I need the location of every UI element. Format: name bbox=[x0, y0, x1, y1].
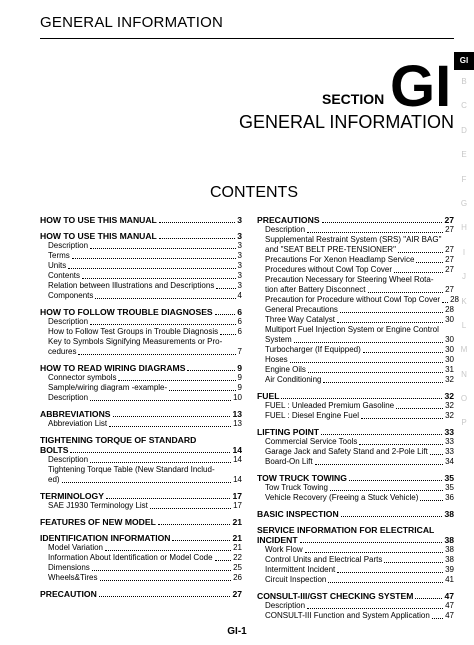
toc-item[interactable]: Procedures without Cowl Top Cover 27 bbox=[265, 265, 454, 274]
toc-item-wrap[interactable]: Key to Symbols Signifying Measurements or Pro- bbox=[48, 337, 223, 346]
section-tab[interactable]: D bbox=[461, 125, 467, 135]
toc-heading[interactable]: HOW TO FOLLOW TROUBLE DIAGNOSES 6 bbox=[40, 307, 242, 317]
toc-item[interactable]: Components 4 bbox=[48, 291, 242, 300]
toc-item[interactable]: Engine Oils 31 bbox=[265, 365, 454, 374]
toc-item[interactable]: ed) 14 bbox=[48, 475, 242, 484]
toc-item[interactable]: Commercial Service Tools 33 bbox=[265, 437, 454, 446]
section-code: GI bbox=[390, 54, 452, 119]
toc-item[interactable]: Dimensions 25 bbox=[48, 563, 242, 572]
toc-item[interactable]: Description 27 bbox=[265, 225, 454, 234]
toc-item[interactable]: Description 3 bbox=[48, 241, 242, 250]
toc-item[interactable]: Sample/wiring diagram -example- 9 bbox=[48, 383, 242, 392]
toc-item[interactable]: Description 10 bbox=[48, 393, 242, 402]
toc-item[interactable]: Wheels&Tires 26 bbox=[48, 573, 242, 582]
toc-heading[interactable]: IDENTIFICATION INFORMATION 21 bbox=[40, 533, 242, 543]
toc-item[interactable]: SAE J1930 Terminology List 17 bbox=[48, 501, 242, 510]
toc-item-wrap[interactable]: Multiport Fuel Injection System or Engine Control bbox=[265, 325, 439, 334]
toc-heading[interactable]: BOLTS 14 bbox=[40, 445, 242, 455]
toc-heading[interactable]: INCIDENT 38 bbox=[257, 535, 454, 545]
toc-item[interactable]: Information About Identification or Model Code 22 bbox=[48, 553, 242, 562]
section-tab[interactable]: E bbox=[461, 150, 467, 160]
contents-right-column bbox=[257, 215, 459, 621]
toc-item[interactable]: Model Variation 21 bbox=[48, 543, 242, 552]
section-tab[interactable]: H bbox=[461, 223, 467, 233]
toc-item[interactable]: Air Conditioning 32 bbox=[265, 375, 454, 384]
toc-item[interactable]: Description 14 bbox=[48, 455, 242, 464]
toc-heading[interactable]: TERMINOLOGY 17 bbox=[40, 491, 242, 501]
section-tab[interactable]: J bbox=[462, 272, 466, 282]
toc-item-wrap[interactable]: Tightening Torque Table (New Standard Includ- bbox=[48, 465, 215, 474]
toc-heading[interactable]: FUEL 32 bbox=[257, 391, 454, 401]
section-label: SECTION bbox=[322, 91, 385, 107]
toc-item[interactable]: Work Flow 38 bbox=[265, 545, 454, 554]
section-tab-gi[interactable]: GI bbox=[454, 52, 474, 70]
toc-item[interactable]: Intermittent Incident 39 bbox=[265, 565, 454, 574]
toc-item[interactable]: Units 3 bbox=[48, 261, 242, 270]
section-tab[interactable]: P bbox=[461, 418, 467, 428]
toc-item[interactable]: Connector symbols 9 bbox=[48, 373, 242, 382]
toc-item[interactable]: System 30 bbox=[265, 335, 454, 344]
toc-item[interactable]: Terms 3 bbox=[48, 251, 242, 260]
toc-item[interactable]: Garage Jack and Safety Stand and 2-Pole Lift 33 bbox=[265, 447, 454, 456]
toc-item[interactable]: CONSULT-III Function and System Application 47 bbox=[265, 611, 454, 620]
toc-item[interactable]: FUEL : Diesel Engine Fuel 32 bbox=[265, 411, 454, 420]
section-tab[interactable]: O bbox=[460, 394, 468, 404]
section-tab[interactable]: F bbox=[461, 174, 467, 184]
toc-heading[interactable]: HOW TO USE THIS MANUAL 3 bbox=[40, 215, 242, 225]
toc-item[interactable]: Tow Truck Towing 35 bbox=[265, 483, 454, 492]
toc-heading[interactable]: PRECAUTIONS 27 bbox=[257, 215, 454, 225]
toc-item[interactable]: Control Units and Electrical Parts 38 bbox=[265, 555, 454, 564]
toc-item[interactable]: How to Follow Test Groups in Trouble Diagnosis 6 bbox=[48, 327, 242, 336]
toc-item[interactable]: Hoses 30 bbox=[265, 355, 454, 364]
toc-item[interactable]: cedures 7 bbox=[48, 347, 242, 356]
toc-heading[interactable]: TOW TRUCK TOWING 35 bbox=[257, 473, 454, 483]
section-tab[interactable]: M bbox=[460, 345, 468, 355]
section-tab[interactable]: N bbox=[461, 369, 467, 379]
page-number: GI-1 bbox=[227, 626, 247, 637]
toc-item[interactable]: Relation between Illustrations and Descriptions 3 bbox=[48, 281, 242, 290]
toc-item[interactable]: and "SEAT BELT PRE-TENSIONER" 27 bbox=[265, 245, 454, 254]
toc-item[interactable]: tion after Battery Disconnect 27 bbox=[265, 285, 454, 294]
toc-item[interactable]: Precaution for Procedure without Cowl Top Cover 28 bbox=[265, 295, 459, 304]
toc-item[interactable]: General Precautions 28 bbox=[265, 305, 454, 314]
section-tab[interactable]: C bbox=[461, 101, 467, 111]
section-tab[interactable]: K bbox=[461, 296, 467, 306]
toc-heading[interactable]: HOW TO USE THIS MANUAL 3 bbox=[40, 231, 242, 241]
toc-item[interactable]: Turbocharger (If Equipped) 30 bbox=[265, 345, 454, 354]
toc-heading[interactable]: CONSULT-III/GST CHECKING SYSTEM 47 bbox=[257, 591, 454, 601]
toc-heading-wrap[interactable]: TIGHTENING TORQUE OF STANDARD bbox=[40, 435, 197, 445]
toc-item[interactable]: Abbreviation List 13 bbox=[48, 419, 242, 428]
toc-heading[interactable]: ABBREVIATIONS 13 bbox=[40, 409, 242, 419]
header-rule bbox=[40, 38, 454, 39]
toc-item[interactable]: Three Way Catalyst 30 bbox=[265, 315, 454, 324]
section-tab[interactable]: I bbox=[462, 247, 466, 257]
toc-item[interactable]: Description 47 bbox=[265, 601, 454, 610]
toc-heading[interactable]: HOW TO READ WIRING DIAGRAMS 9 bbox=[40, 363, 242, 373]
section-index-tabs bbox=[454, 52, 474, 436]
section-tab[interactable]: L bbox=[461, 320, 467, 330]
toc-item[interactable]: Contents 3 bbox=[48, 271, 242, 280]
section-tab[interactable]: B bbox=[461, 77, 467, 86]
toc-item[interactable]: Precautions For Xenon Headlamp Service 27 bbox=[265, 255, 454, 264]
toc-item[interactable]: Description 6 bbox=[48, 317, 242, 326]
toc-item[interactable]: Vehicle Recovery (Freeing a Stuck Vehicle) 36 bbox=[265, 493, 454, 502]
toc-item[interactable]: Board-On Lift 34 bbox=[265, 457, 454, 466]
contents-title: CONTENTS bbox=[210, 184, 298, 201]
toc-item[interactable]: FUEL : Unleaded Premium Gasoline 32 bbox=[265, 401, 454, 410]
main-title: GENERAL INFORMATION bbox=[238, 112, 454, 132]
contents-left-column bbox=[40, 215, 242, 599]
toc-heading[interactable]: PRECAUTION 27 bbox=[40, 589, 242, 599]
toc-heading[interactable]: LIFTING POINT 33 bbox=[257, 427, 454, 437]
section-tab[interactable]: G bbox=[460, 198, 468, 208]
page-header-title: GENERAL INFORMATION bbox=[40, 14, 223, 31]
toc-heading[interactable]: FEATURES OF NEW MODEL 21 bbox=[40, 517, 242, 527]
toc-item-wrap[interactable]: Precaution Necessary for Steering Wheel Rota- bbox=[265, 275, 434, 284]
toc-heading[interactable]: BASIC INSPECTION 38 bbox=[257, 509, 454, 519]
toc-item-wrap[interactable]: Supplemental Restraint System (SRS) "AIR BAG" bbox=[265, 235, 442, 244]
toc-item[interactable]: Circuit Inspection 41 bbox=[265, 575, 454, 584]
toc-heading-wrap[interactable]: SERVICE INFORMATION FOR ELECTRICAL bbox=[257, 525, 435, 535]
